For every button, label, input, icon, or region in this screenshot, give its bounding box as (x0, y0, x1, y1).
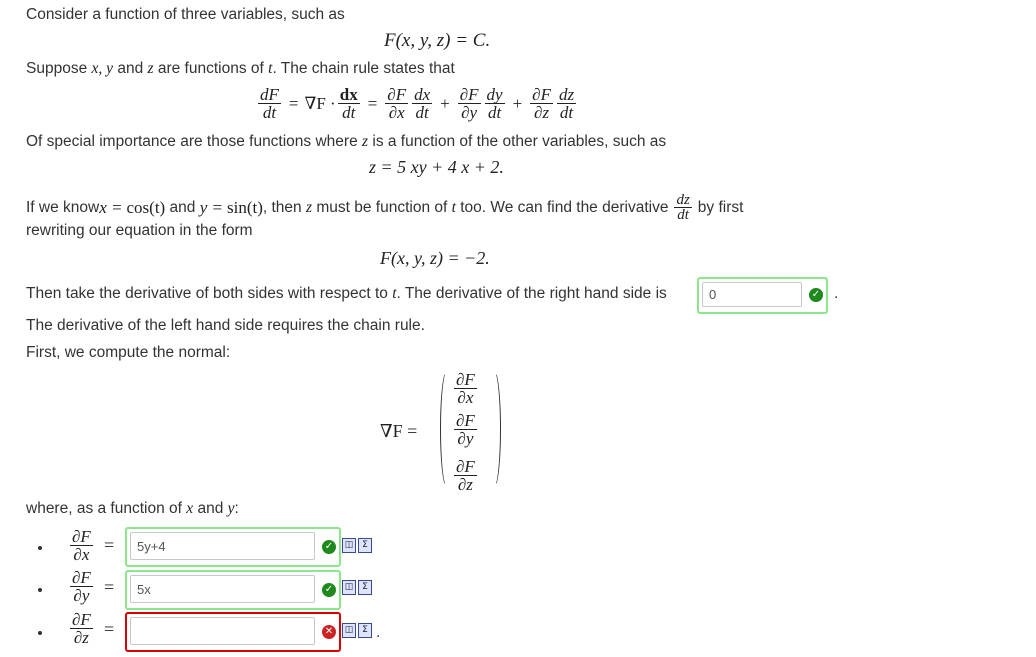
list-bullet (38, 588, 42, 592)
den-px: ∂x (457, 388, 474, 407)
num-pF: ∂F (459, 85, 479, 104)
text: by first (697, 198, 744, 216)
num-pF: ∂F (72, 610, 91, 629)
equals: = (104, 535, 115, 555)
math-y-eq: y = (199, 197, 223, 217)
text: too. We can find the derivative (455, 198, 669, 216)
step1-text (26, 285, 667, 303)
math-x-eq: x = (99, 197, 123, 217)
text: Then take the derivative of both sides with respect to (26, 285, 393, 302)
equation-F-equals-minus-2: F(x, y, z) = −2. (380, 248, 490, 268)
partial-dF-dx (68, 528, 95, 563)
preview-icon[interactable]: ◫ (342, 580, 356, 595)
math-z: z (362, 133, 369, 150)
dF-dx-input[interactable] (130, 532, 315, 560)
trailing-period: . (376, 624, 381, 641)
math-xy: x, y (91, 60, 114, 77)
preview-icon[interactable]: ◫ (342, 538, 356, 553)
partial-dF-dz (68, 611, 95, 646)
equals: = (367, 93, 378, 113)
plus: + (440, 93, 450, 113)
trailing-period: . (834, 285, 839, 302)
answer-box-dF-dy (125, 570, 341, 610)
text: . The derivative of the right hand side is (396, 285, 667, 302)
text: : (234, 500, 239, 517)
den-pz: ∂z (73, 628, 89, 647)
text: . The chain rule states that (272, 60, 455, 77)
text: is a function of the other variables, such as (368, 133, 667, 150)
equals: = (104, 619, 115, 639)
den-dt: dt (487, 103, 502, 122)
gradient-component-z (452, 458, 479, 493)
den-pz: ∂z (534, 103, 550, 122)
text: , then (262, 198, 306, 216)
dF-dz-input[interactable] (130, 617, 315, 645)
text: and (113, 60, 148, 77)
math-z: z (147, 60, 154, 77)
num-pF: ∂F (456, 411, 475, 430)
step1-line-3: First, we compute the normal: (26, 344, 231, 361)
equation-editor-icon[interactable]: Σ (358, 580, 372, 595)
text: must be function of (312, 198, 452, 216)
den-dt: dt (262, 103, 277, 122)
equation-F-equals-C: F(x, y, z) = C. (384, 30, 491, 51)
text: Suppose (26, 60, 92, 77)
den-pz: ∂z (457, 475, 473, 494)
num-pF: ∂F (72, 527, 91, 546)
den-py: ∂y (461, 103, 478, 122)
math-cos-t: cos(t) (126, 197, 166, 217)
math-x: x (186, 500, 194, 517)
dF-dy-input[interactable] (130, 575, 315, 603)
num-dF: dF (260, 85, 279, 104)
num-pF: ∂F (387, 85, 407, 104)
intro-line-2 (26, 60, 455, 78)
math-y: y (227, 500, 235, 517)
gradient-component-y (452, 412, 479, 447)
den-py: ∂y (73, 586, 90, 605)
num-pF: ∂F (532, 85, 551, 104)
num-dx: dx (414, 85, 431, 104)
equation-editor-icon[interactable]: Σ (358, 623, 372, 638)
intro-line-3 (26, 133, 666, 151)
num-dz: dz (558, 85, 575, 104)
num-dx: dx (339, 85, 358, 104)
plus: + (512, 93, 523, 113)
text: where, as a function of (26, 500, 187, 517)
list-bullet (38, 631, 42, 635)
list-bullet (38, 546, 42, 550)
text: If we know (26, 198, 100, 216)
num-dz: dz (676, 192, 690, 208)
num-pF: ∂F (72, 568, 91, 587)
intro-line-1: Consider a function of three variables, such as (26, 6, 345, 23)
check-icon: ✓ (809, 288, 823, 302)
partial-dF-dy (68, 569, 95, 604)
den-py: ∂y (457, 429, 474, 448)
rhs-derivative-input[interactable] (702, 282, 802, 307)
text: and (165, 198, 200, 216)
check-icon: ✓ (322, 540, 336, 554)
step1-line-2: The derivative of the left hand side requires the chain rule. (26, 317, 425, 334)
equals: = (288, 93, 299, 113)
math-t: t (392, 285, 397, 302)
den-dt: dt (559, 103, 574, 122)
math-t: t (451, 198, 456, 216)
know-line (26, 193, 743, 222)
cross-icon: ✕ (322, 625, 336, 639)
den-dt: dt (342, 103, 356, 122)
preview-icon[interactable]: ◫ (342, 623, 356, 638)
den-px: ∂x (388, 103, 405, 122)
text: are functions of (153, 60, 269, 77)
den-px: ∂x (73, 545, 90, 564)
answer-box-dF-dx (125, 527, 341, 567)
num-pF: ∂F (456, 370, 475, 389)
text: Of special importance are those functions where (26, 133, 363, 150)
nabla-F-label: ∇F = (380, 421, 418, 441)
partials-intro (26, 500, 239, 518)
math-t: t (268, 60, 273, 77)
den-dt: dt (677, 207, 689, 223)
math-z: z (305, 198, 313, 216)
equals: = (104, 577, 115, 597)
gradient-component-x (452, 371, 479, 406)
equation-z: z = 5 xy + 4 x + 2. (369, 157, 504, 177)
chain-rule-equation (256, 86, 578, 121)
right-paren (487, 370, 501, 488)
num-pF: ∂F (456, 457, 475, 476)
den-dt: dt (415, 103, 429, 122)
equation-editor-icon[interactable]: Σ (358, 538, 372, 553)
math-sin-t: sin(t) (227, 197, 263, 217)
check-icon: ✓ (322, 583, 336, 597)
text: and (193, 500, 228, 517)
answer-box-dF-dz (125, 612, 341, 652)
answer-box-rhs (697, 277, 828, 314)
num-dy: dy (486, 85, 503, 104)
know-line-2: rewriting our equation in the form (26, 222, 253, 239)
nabla-F-dot: ∇F · (304, 93, 336, 113)
